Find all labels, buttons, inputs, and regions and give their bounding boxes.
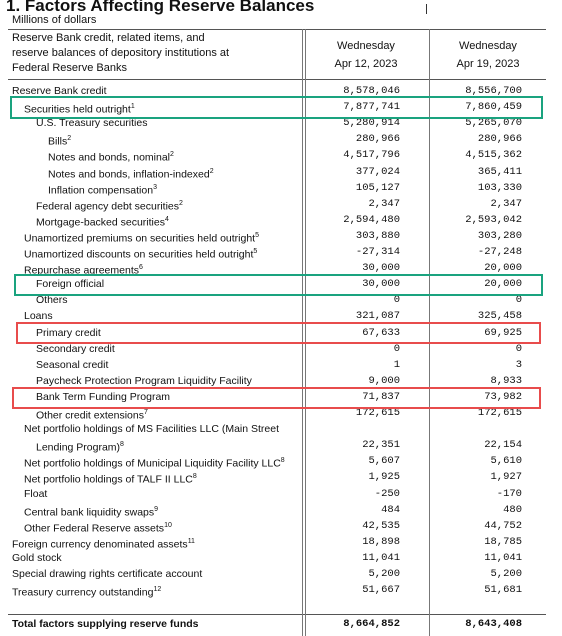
highlight-securities-held-outright	[10, 96, 543, 119]
header-line: reserve balances of depository institutions at	[12, 47, 230, 59]
row-label-text: Bills	[48, 135, 68, 148]
value-apr19: 7,860,459	[465, 101, 522, 114]
row-label-text: Secondary credit	[36, 342, 115, 355]
row-label-text: Foreign official	[36, 278, 105, 291]
table-row	[0, 212, 562, 228]
value-apr12: 71,837	[362, 390, 400, 403]
table-row	[0, 518, 562, 534]
header-line: Reserve Bank credit, related items, and	[12, 32, 205, 44]
value-apr12: -250	[374, 487, 400, 500]
value-apr12: 7,877,741	[343, 101, 400, 114]
value-apr12: 18,898	[362, 535, 400, 548]
footnote-marker: 1	[130, 103, 135, 111]
column-header-day: Wednesday	[459, 40, 517, 52]
value-apr19: 365,411	[477, 165, 522, 178]
value-apr19: 325,458	[477, 310, 522, 323]
value-apr19: 5,265,070	[465, 117, 522, 130]
value-apr12: 484	[381, 503, 400, 516]
row-label-text: Notes and bonds, nominal	[48, 151, 170, 164]
highlight-bank-term-funding-program	[12, 387, 541, 409]
row-label-text: Central bank liquidity swaps	[24, 506, 155, 519]
value-apr19: 0	[515, 342, 522, 355]
table-row	[0, 437, 562, 453]
row-label-text: Repurchase agreements	[24, 264, 139, 277]
footnote-marker: 6	[138, 264, 143, 272]
row-label-text: Net portfolio holdings of Municipal Liquidity Facility LLC	[24, 457, 281, 470]
row-label-text: Special drawing rights certificate account	[12, 568, 203, 580]
footnote-marker: 7	[143, 409, 148, 416]
row-label-text: Others	[36, 294, 68, 307]
table-row	[0, 486, 562, 502]
footnote-marker: 8	[192, 473, 197, 481]
value-apr19: 5,610	[490, 455, 522, 468]
table-row	[0, 196, 562, 212]
total-value-apr19: 8,643,408	[465, 618, 522, 630]
value-apr12: 321,087	[355, 310, 400, 323]
value-apr12: 0	[393, 294, 400, 307]
footnote-marker: 2	[209, 167, 214, 175]
value-apr12: 2,594,480	[343, 213, 400, 226]
table-row	[0, 469, 562, 485]
table-row	[0, 566, 562, 582]
table-row	[0, 534, 562, 550]
table-row	[0, 421, 562, 437]
column-header-date: Apr 19, 2023	[456, 58, 520, 70]
row-label-text: Other Federal Reserve assets	[24, 522, 165, 535]
value-apr19: 20,000	[484, 262, 522, 275]
value-apr19: 280,966	[477, 133, 522, 146]
table-row	[0, 228, 562, 244]
value-apr12: 2,347	[368, 197, 400, 210]
value-apr19: -27,248	[477, 246, 522, 258]
row-label	[24, 486, 47, 502]
footnote-marker: 2	[170, 151, 174, 159]
row-label-text: Mortgage-backed securities	[36, 216, 165, 229]
value-apr19: 8,933	[490, 374, 522, 387]
row-label-text: Notes and bonds, inflation-indexed	[48, 168, 210, 180]
row-label-text: Unamortized premiums on securities held outright	[24, 232, 256, 245]
value-apr12: 280,966	[355, 133, 400, 146]
footnote-marker: 8	[120, 441, 124, 449]
table-row	[0, 131, 562, 147]
value-apr19: 303,280	[477, 229, 522, 242]
row-label-text: Reserve Bank credit	[12, 85, 107, 97]
row-label	[24, 421, 279, 437]
value-apr12: 1	[393, 358, 400, 371]
value-apr12: 5,607	[368, 455, 400, 468]
value-apr19: 480	[503, 503, 522, 516]
value-apr12: 9,000	[368, 374, 400, 387]
row-label-text: Federal agency debt securities	[36, 200, 179, 213]
value-apr12: 377,024	[355, 165, 400, 178]
value-apr19: 18,785	[484, 535, 522, 548]
footnote-marker: 11	[187, 537, 195, 545]
row-label-text: Primary credit	[36, 326, 101, 339]
header-line: Federal Reserve Banks	[12, 62, 127, 74]
row-label-text: Inflation compensation	[48, 184, 154, 197]
value-apr12: 1,925	[368, 471, 400, 484]
footnote-marker: 2	[179, 199, 183, 207]
row-label	[36, 357, 108, 373]
value-apr19: 0	[515, 294, 522, 307]
table-row	[0, 550, 562, 566]
table-row	[0, 357, 562, 373]
value-apr12: 172,615	[355, 407, 400, 419]
value-apr12: 51,667	[362, 584, 400, 597]
row-label-text: Loans	[24, 310, 53, 323]
value-apr19: 69,925	[484, 326, 522, 339]
table-row	[0, 180, 562, 196]
value-apr19: 2,593,042	[465, 213, 522, 226]
value-apr19: 103,330	[477, 181, 522, 194]
value-apr19: 20,000	[484, 278, 522, 291]
footnote-marker: 12	[153, 586, 162, 594]
footnote-marker: 8	[280, 457, 285, 465]
value-apr19: 2,347	[490, 197, 522, 210]
value-apr19: 4,515,362	[465, 149, 522, 162]
table-row	[0, 164, 562, 180]
value-apr12: 5,280,914	[343, 117, 400, 130]
value-apr12: 11,041	[362, 551, 400, 564]
value-apr12: 22,351	[362, 439, 400, 452]
row-label-text: Float	[24, 487, 48, 500]
value-apr19: 73,982	[484, 390, 522, 403]
value-apr12: -27,314	[355, 246, 400, 258]
row-label-text: Seasonal credit	[36, 358, 109, 371]
value-apr12: 30,000	[362, 262, 400, 275]
footnote-marker: 4	[164, 215, 169, 223]
table-row	[0, 502, 562, 518]
value-apr19: 11,041	[484, 551, 522, 564]
footnote-marker: 9	[154, 505, 159, 513]
header-bottom-rule	[8, 79, 546, 80]
value-apr19: 22,154	[484, 439, 522, 452]
column-header-day: Wednesday	[337, 40, 395, 52]
value-apr19: 172,615	[477, 407, 522, 419]
footnote-marker: 2	[67, 135, 72, 143]
value-apr12: 303,880	[355, 229, 400, 242]
highlight-primary-credit	[16, 322, 541, 344]
row-label-text: Unamortized discounts on securities held outright	[24, 248, 254, 261]
value-apr12: 4,517,796	[343, 149, 400, 162]
value-apr12: 8,578,046	[343, 85, 400, 97]
column-header-apr19	[430, 37, 546, 73]
row-label-text: Net portfolio holdings of MS Facilities LLC (Main Street	[24, 423, 280, 436]
column-header-apr12	[306, 37, 426, 73]
units-label: Millions of dollars	[12, 14, 97, 26]
row-label-text: Paycheck Protection Program Liquidity Facility	[36, 374, 252, 387]
row-label	[12, 582, 161, 601]
value-apr19: 5,200	[490, 568, 522, 580]
value-apr19: -170	[496, 487, 522, 500]
text-cursor	[426, 4, 427, 14]
row-label-text: Net portfolio holdings of TALF II LLC	[24, 473, 193, 486]
total-row	[0, 616, 562, 632]
total-top-rule	[8, 614, 546, 615]
row-label-text: U.S. Treasury securities	[36, 117, 148, 130]
row-label-text: Lending Program)	[36, 441, 121, 454]
table-row	[0, 244, 562, 260]
total-label: Total factors supplying reserve funds	[12, 618, 199, 630]
value-apr12: 5,200	[368, 568, 400, 580]
value-apr19: 8,556,700	[465, 85, 522, 97]
value-apr12: 0	[393, 342, 400, 355]
value-apr19: 51,681	[484, 584, 522, 597]
table-row	[0, 582, 562, 598]
row-label-text: Bank Term Funding Program	[36, 390, 171, 403]
value-apr12: 105,127	[355, 181, 400, 194]
total-value-apr12: 8,664,852	[343, 618, 400, 630]
row-label	[12, 566, 202, 582]
row-label-text: Treasury currency outstanding	[12, 586, 154, 599]
row-label-text: Foreign currency denominated assets	[12, 538, 188, 551]
row-label-text: Securities held outright	[24, 103, 131, 116]
footnote-marker: 5	[253, 248, 258, 255]
row-label-text: Other credit extensions	[36, 409, 144, 422]
value-apr12: 67,633	[362, 326, 400, 339]
value-apr19: 1,927	[490, 471, 522, 484]
value-apr12: 30,000	[362, 278, 400, 291]
footnote-marker: 3	[153, 183, 157, 191]
column-header-date: Apr 12, 2023	[334, 58, 398, 70]
value-apr19: 3	[515, 358, 522, 371]
value-apr19: 44,752	[484, 519, 522, 532]
value-apr12: 42,535	[362, 519, 400, 532]
highlight-foreign-official	[14, 274, 543, 296]
header-description	[12, 31, 229, 76]
header-top-rule	[8, 29, 546, 30]
footnote-marker: 5	[255, 231, 260, 239]
table-row	[0, 147, 562, 163]
row-label	[12, 550, 62, 566]
table-title: 1. Factors Affecting Reserve Balances	[6, 0, 315, 15]
row-label-text: Gold stock	[12, 551, 62, 564]
table-row	[0, 453, 562, 469]
footnote-marker: 10	[164, 521, 172, 529]
